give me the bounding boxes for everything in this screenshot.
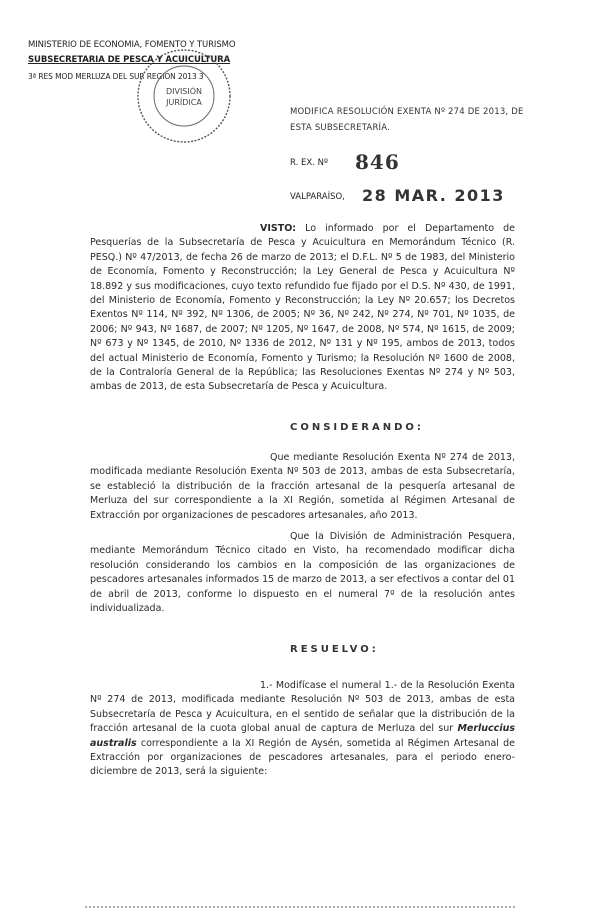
considerando-text-2: Que la División de Administración Pesquera, mediante Memorándum Técnico citado en Visto, ha recomendado modificar dicha resolución considerando los cambios en la composición de las organizaciones de pescadores artesanales informados 15 de marzo de 2013, a ser efectivos a contar del 01 de abril de 2013, conforme lo dispuesto en el numeral 7º de la resolución antes individualizada. (90, 531, 515, 615)
page-footer-artifact (85, 906, 515, 916)
resuelvo-item-number: 1.- (260, 680, 273, 691)
considerando-paragraph-2 (90, 530, 515, 616)
considerando-paragraph-1 (90, 451, 515, 523)
svg-text:DIVISIÓN: DIVISIÓN (165, 87, 203, 96)
ministry-line: MINISTERIO DE ECONOMIA, FOMENTO Y TURISMO (28, 40, 236, 50)
document-subject: MODIFICA RESOLUCIÓN EXENTA Nº 274 DE 2013, DE ESTA SUBSECRETARÍA. (290, 107, 524, 133)
visto-lead: VISTO: (260, 223, 297, 234)
svg-text:JURÍDICA: JURÍDICA (166, 98, 202, 107)
considerando-heading: CONSIDERANDO: (290, 422, 424, 433)
considerando-text-1: Que mediante Resolución Exenta Nº 274 de 2013, modificada mediante Resolución Exenta Nº 503 de 2013, ambas de esta Subsecretaría, se estableció la distribución de la fracción artesanal de la pesquería artesanal de Merluza del sur correspondiente a la XI Región, sometida al Régimen Artesanal de Extracción por organizaciones de pescadores artesanales, año 2013. (90, 452, 515, 521)
species-name: Merluccius australis (90, 723, 515, 749)
date-stamp: 28 MAR. 2013 (362, 186, 505, 205)
resolution-number: 846 (355, 150, 400, 174)
visto-text: Lo informado por el Departamento de Pesquerías de la Subsecretaría de Pesca y Acuicultura en Memorándum Técnico (R. PESQ.) Nº 47/2013, de fecha 26 de marzo de 2013; el D.F.L. Nº 5 de 1983, del Ministerio de Economía, Fomento y Reconstrucción; la Ley General de Pesca y Acuicultura Nº 18.892 y sus modificaciones, cuyo texto refundido fue fijado por el D.S. Nº 430, de 1991, del Ministerio de Economía, Fomento y Reconstrucción; la Ley Nº 20.657; los Decretos Exentos Nº 114, Nº 392, Nº 1306, de 2005; Nº 36, Nº 242, Nº 274, Nº 701, Nº 1035, de 2006; Nº 943, Nº 1687, de 2007; Nº 1205, Nº 1647, de 2008, Nº 574, Nº 1615, de 2009; Nº 673 y Nº 1345, de 2010, Nº 1336 de 2012, Nº 131 y Nº 195, ambos de 2013, todos del actual Ministerio de Economía, Fomento y Turismo; la Resolución Nº 1600 de 2008, de la Contraloría General de la República; las Resoluciones Exentas Nº 274 y Nº 503, ambas de 2013, de esta Subsecretaría de Pesca y Acuicultura. (90, 223, 515, 393)
resuelvo-heading: RESUELVO: (290, 644, 379, 655)
reference-code-line: 3ª RES MOD MERLUZA DEL SUR REGION 2013 3 (28, 72, 204, 81)
resuelvo-text-b: correspondiente a la XI Región de Aysén, sometida al Régimen Artesanal de Extracción por organizaciones de pescadores artesanales, para el periodo enero-diciembre de 2013, será la siguiente: (90, 737, 515, 778)
place: VALPARAÍSO, (290, 192, 345, 202)
division-juridica-stamp (130, 42, 238, 150)
resuelvo-item-1 (90, 679, 515, 780)
subsecretaria-line: SUBSECRETARIA DE PESCA Y ACUICULTURA (28, 55, 231, 65)
resolution-label: R. EX. Nº (290, 158, 328, 168)
resuelvo-text-a: Modifícase el numeral 1.- de la Resolución Exenta Nº 274 de 2013, modificada mediante Resolución Nº 503 de 2013, ambas de esta Subsecretaría de Pesca y Acuicultura, en el sentido de señalar que la distribución de la fracción artesanal de la cuota global anual de captura de Merluza del sur (90, 680, 515, 735)
visto-paragraph (90, 222, 515, 395)
